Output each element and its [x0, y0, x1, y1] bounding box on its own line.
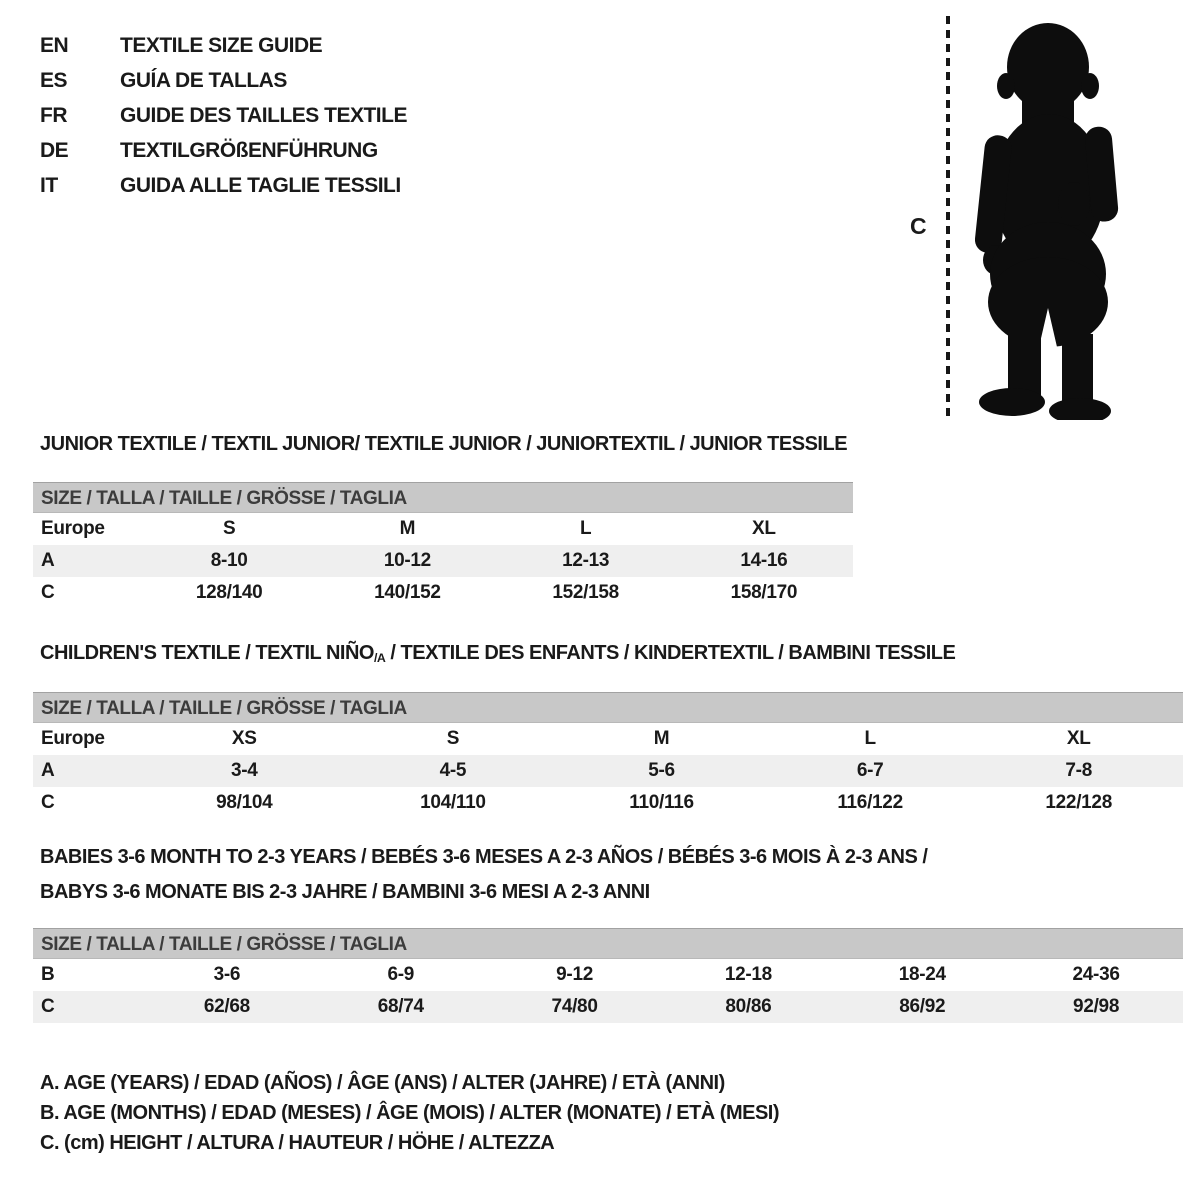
height-value: 86/92 — [899, 996, 946, 1017]
language-title: TEXTILGRÖßENFÜHRUNG — [120, 139, 378, 162]
legend-line-b: B. AGE (MONTHS) / EDAD (MESES) / ÂGE (MOIS) / ALTER (MONATE) / ETÀ (MESI) — [40, 1102, 780, 1124]
babies-section-title-line1: BABIES 3-6 MONTH TO 2-3 YEARS / BEBÉS 3-6 MESES A 2-3 AÑOS / BÉBÉS 3-6 MOIS À 2-3 ANS / — [40, 846, 928, 868]
language-row-en — [40, 28, 407, 63]
language-title: TEXTILE SIZE GUIDE — [120, 34, 323, 57]
size-column: M — [399, 518, 416, 539]
height-value: 92/98 — [1073, 996, 1120, 1017]
age-value: 5-6 — [648, 760, 675, 781]
age-value: 12-13 — [562, 550, 610, 571]
language-code: ES — [40, 69, 68, 92]
row-label: C — [41, 582, 55, 603]
children-columns-row — [33, 723, 1183, 755]
age-value: 8-10 — [210, 550, 248, 571]
language-code: IT — [40, 174, 58, 197]
row-label: A — [41, 550, 55, 571]
children-title-subscript: /A — [373, 651, 386, 666]
babies-table-size-header: SIZE / TALLA / TAILLE / GRÖSSE / TAGLIA — [33, 928, 1183, 959]
age-value: 14-16 — [740, 550, 788, 571]
children-title-suffix: / TEXTILE DES ENFANTS / KINDERTEXTIL / BAMBINI TESSILE — [385, 642, 956, 664]
junior-height-row — [33, 577, 853, 609]
babies-height-row — [33, 991, 1183, 1023]
size-column: XS — [231, 728, 257, 749]
age-value: 7-8 — [1065, 760, 1092, 781]
children-size-table — [33, 692, 1183, 819]
language-title: GUIDA ALLE TAGLIE TESSILI — [120, 174, 401, 197]
junior-size-table — [33, 482, 853, 609]
height-value: 104/110 — [420, 792, 486, 813]
age-months-value: 24-36 — [1072, 964, 1120, 985]
babies-section-title-line2: BABYS 3-6 MONATE BIS 2-3 JAHRE / BAMBINI 3-6 MESI A 2-3 ANNI — [40, 881, 650, 903]
height-value: 116/122 — [837, 792, 903, 813]
size-column: L — [579, 518, 592, 539]
age-value: 10-12 — [383, 550, 431, 571]
height-value: 128/140 — [195, 582, 263, 603]
size-column: XL — [752, 518, 776, 539]
language-code: FR — [40, 104, 67, 127]
size-column: L — [864, 728, 876, 749]
language-row-es — [40, 63, 407, 98]
size-column: S — [446, 728, 460, 749]
age-months-value: 9-12 — [556, 964, 593, 985]
junior-section-title: JUNIOR TEXTILE / TEXTIL JUNIOR/ TEXTILE JUNIOR / JUNIORTEXTIL / JUNIOR TESSILE — [40, 433, 848, 455]
age-months-value: 12-18 — [724, 964, 772, 985]
region-label: Europe — [41, 518, 105, 539]
measurement-legend — [40, 1068, 779, 1158]
height-value: 152/158 — [552, 582, 619, 603]
language-row-fr — [40, 98, 407, 133]
toddler-silhouette-icon — [960, 12, 1145, 420]
legend-line-a: A. AGE (YEARS) / EDAD (AÑOS) / ÂGE (ANS) / ALTER (JAHRE) / ETÀ (ANNI) — [40, 1072, 725, 1094]
size-column: XL — [1066, 728, 1091, 749]
language-row-it — [40, 168, 407, 203]
row-label: C — [41, 792, 55, 813]
height-value: 98/104 — [216, 792, 273, 813]
height-value: 68/74 — [377, 996, 424, 1017]
height-value: 80/86 — [725, 996, 772, 1017]
junior-columns-row — [33, 513, 853, 545]
language-title: GUÍA DE TALLAS — [120, 69, 287, 92]
height-value: 110/116 — [629, 792, 694, 813]
size-column: M — [653, 728, 670, 749]
age-value: 4-5 — [439, 760, 467, 781]
height-value: 140/152 — [374, 582, 441, 603]
language-list — [40, 28, 407, 203]
children-age-row — [33, 755, 1183, 787]
children-table-size-header: SIZE / TALLA / TAILLE / GRÖSSE / TAGLIA — [33, 692, 1183, 723]
language-code: DE — [40, 139, 69, 162]
children-section-title — [40, 641, 955, 670]
children-height-row — [33, 787, 1183, 819]
language-row-de — [40, 133, 407, 168]
language-code: EN — [40, 34, 69, 57]
height-measure-label: C — [910, 213, 927, 239]
language-title: GUIDE DES TAILLES TEXTILE — [120, 104, 407, 127]
height-value: 158/170 — [730, 582, 798, 603]
legend-line-c: C. (cm) HEIGHT / ALTURA / HAUTEUR / HÖHE / ALTEZZA — [40, 1132, 555, 1154]
babies-age-row — [33, 959, 1183, 991]
region-label: Europe — [41, 728, 105, 749]
age-value: 3-4 — [231, 760, 258, 781]
junior-age-row — [33, 545, 853, 577]
row-label: B — [41, 964, 55, 985]
row-label: A — [41, 760, 55, 781]
junior-table-size-header: SIZE / TALLA / TAILLE / GRÖSSE / TAGLIA — [33, 482, 853, 513]
children-title-prefix: CHILDREN'S TEXTILE / TEXTIL NIÑO — [40, 642, 374, 664]
size-column: S — [222, 518, 236, 539]
age-months-value: 18-24 — [898, 964, 946, 985]
age-months-value: 6-9 — [387, 964, 415, 985]
row-label: C — [41, 996, 55, 1017]
height-dashed-line — [946, 16, 950, 416]
babies-size-table — [33, 928, 1183, 1023]
age-value: 6-7 — [856, 760, 884, 781]
height-value: 122/128 — [1045, 792, 1112, 813]
height-value: 62/68 — [203, 996, 250, 1017]
age-months-value: 3-6 — [213, 964, 241, 985]
height-value: 74/80 — [551, 996, 598, 1017]
